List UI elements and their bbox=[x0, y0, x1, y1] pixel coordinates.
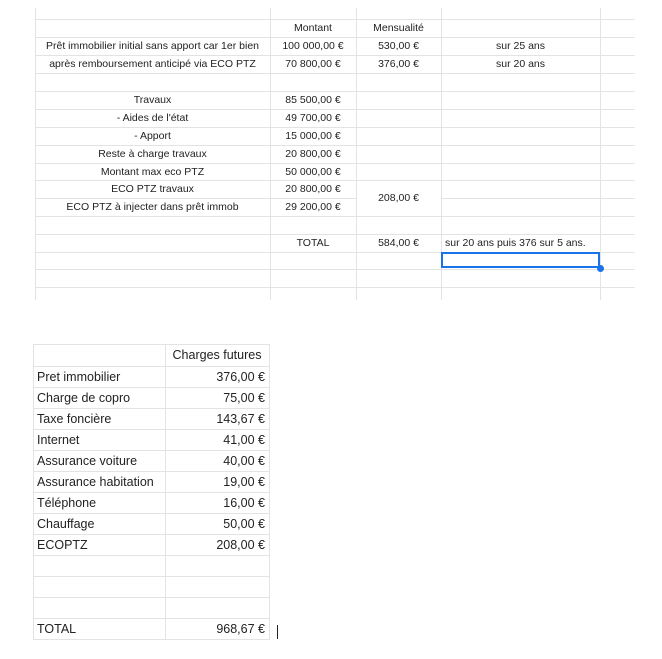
charge-value-copro[interactable]: 75,00 € bbox=[223, 390, 265, 405]
charge-value-taxe[interactable]: 143,67 € bbox=[216, 411, 265, 426]
header-montant[interactable]: Montant bbox=[294, 22, 332, 34]
charge-label-chauffage[interactable]: Chauffage bbox=[37, 516, 95, 531]
montant-aides-etat[interactable]: 49 700,00 € bbox=[285, 112, 341, 124]
charge-label-copro[interactable]: Charge de copro bbox=[37, 390, 131, 405]
note-pret-initial[interactable]: sur 25 ans bbox=[495, 40, 546, 52]
label-reste-a-charge[interactable]: Reste à charge travaux bbox=[98, 148, 207, 160]
label-travaux[interactable]: Travaux bbox=[133, 94, 172, 106]
selected-cell[interactable] bbox=[441, 252, 600, 268]
note-apres-remboursement[interactable]: sur 20 ans bbox=[495, 58, 546, 70]
label-montant-max-ecoptz[interactable]: Montant max eco PTZ bbox=[100, 165, 205, 178]
montant-ecoptz-injecter[interactable]: 29 200,00 € bbox=[285, 201, 341, 213]
charge-label-internet[interactable]: Internet bbox=[37, 432, 80, 447]
montant-ecoptz-travaux[interactable]: 20 800,00 € bbox=[285, 183, 341, 195]
mensualite-apres-remboursement[interactable]: 376,00 € bbox=[378, 58, 419, 70]
label-ecoptz-travaux[interactable]: ECO PTZ travaux bbox=[111, 183, 194, 195]
charge-value-telephone[interactable]: 16,00 € bbox=[223, 495, 265, 510]
label-aides-etat[interactable]: - Aides de l'état bbox=[116, 112, 189, 124]
charge-value-internet[interactable]: 41,00 € bbox=[223, 432, 265, 447]
charge-value-assurance-voiture[interactable]: 40,00 € bbox=[223, 453, 265, 468]
label-pret-initial[interactable]: Prêt immobilier initial sans apport car 1er bien bbox=[45, 40, 259, 52]
total-note[interactable]: sur 20 ans puis 376 sur 5 ans. bbox=[445, 237, 586, 249]
total-mensualite[interactable]: 584,00 € bbox=[378, 237, 419, 249]
montant-pret-initial[interactable]: 100 000,00 € bbox=[282, 40, 344, 52]
text-cursor bbox=[277, 625, 278, 639]
charge-value-pret[interactable]: 376,00 € bbox=[216, 369, 265, 384]
charge-value-ecoptz[interactable]: 208,00 € bbox=[216, 537, 265, 552]
montant-reste-a-charge[interactable]: 20 800,00 € bbox=[285, 148, 341, 160]
charge-label-taxe[interactable]: Taxe foncière bbox=[37, 411, 112, 426]
total-label[interactable]: TOTAL bbox=[296, 237, 330, 249]
label-apport[interactable]: - Apport bbox=[134, 130, 171, 142]
charge-value-chauffage[interactable]: 50,00 € bbox=[223, 516, 265, 531]
mensualite-ecoptz-merged[interactable]: 208,00 € bbox=[378, 192, 419, 204]
charge-label-telephone[interactable]: Téléphone bbox=[37, 495, 97, 510]
charges-total-value[interactable]: 968,67 € bbox=[216, 621, 265, 636]
charge-label-ecoptz[interactable]: ECOPTZ bbox=[37, 537, 88, 552]
charges-total-label[interactable]: TOTAL bbox=[37, 621, 77, 636]
header-mensualite[interactable]: Mensualité bbox=[373, 22, 424, 34]
charge-label-assurance-voiture[interactable]: Assurance voiture bbox=[37, 453, 138, 468]
label-ecoptz-injecter[interactable]: ECO PTZ à injecter dans prêt immob bbox=[66, 201, 239, 213]
charge-value-assurance-habitation[interactable]: 19,00 € bbox=[223, 474, 265, 489]
charge-label-assurance-habitation[interactable]: Assurance habitation bbox=[37, 474, 154, 489]
charges-header[interactable]: Charges futures bbox=[172, 348, 262, 362]
charge-label-pret[interactable]: Pret immobilier bbox=[37, 369, 121, 384]
mensualite-pret-initial[interactable]: 530,00 € bbox=[378, 40, 419, 52]
fill-handle[interactable] bbox=[597, 265, 604, 272]
montant-apres-remboursement[interactable]: 70 800,00 € bbox=[285, 58, 341, 70]
montant-max-ecoptz[interactable]: 50 000,00 € bbox=[285, 165, 341, 178]
montant-travaux[interactable]: 85 500,00 € bbox=[285, 94, 341, 106]
montant-apport[interactable]: 15 000,00 € bbox=[285, 130, 341, 142]
label-apres-remboursement[interactable]: après remboursement anticipé via ECO PTZ bbox=[49, 58, 256, 70]
